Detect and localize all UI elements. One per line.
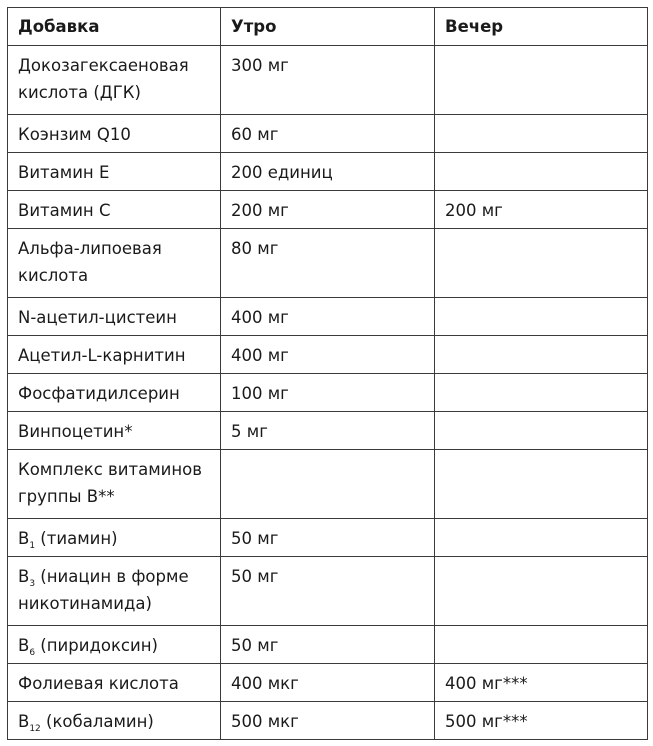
supplement-name: Винпоцетин* [8,412,221,450]
supplement-name: Комплекс витаминов группы B** [8,450,221,519]
vitamin-description: (ниацин в форме никотинамида) [18,567,189,613]
table-row [8,412,648,450]
evening-dose [435,298,648,336]
evening-dose [435,229,648,298]
header-supplement: Добавка [8,8,221,46]
supplement-name: Ацетил-L-карнитин [8,336,221,374]
table-row [8,115,648,153]
supplement-name: N-ацетил-цистеин [8,298,221,336]
morning-dose: 80 мг [221,229,435,298]
vitamin-letter: B [18,712,30,731]
morning-dose: 400 мг [221,298,435,336]
vitamin-subscript: 1 [29,541,36,551]
evening-dose [435,336,648,374]
table-row [8,229,648,298]
evening-dose [435,626,648,664]
evening-dose [435,450,648,519]
evening-dose [435,412,648,450]
supplement-table [7,7,648,740]
supplement-name: Фолиевая кислота [8,664,221,702]
morning-dose: 5 мг [221,412,435,450]
supplement-name [8,557,221,626]
header-morning: Утро [221,8,435,46]
evening-dose [435,153,648,191]
supplement-name: Фосфатидилсерин [8,374,221,412]
header-row [8,8,648,46]
table-row [8,557,648,626]
supplement-name: Витамин E [8,153,221,191]
supplement-name: Докозагексаеновая кислота (ДГК) [8,46,221,115]
supplement-name: Витамин C [8,191,221,229]
table-row [8,298,648,336]
vitamin-subscript: 12 [29,724,41,734]
table-row [8,664,648,702]
supplement-name [8,702,221,740]
morning-dose: 50 мг [221,519,435,557]
table-row [8,153,648,191]
supplement-name [8,519,221,557]
morning-dose [221,450,435,519]
morning-dose: 100 мг [221,374,435,412]
morning-dose: 60 мг [221,115,435,153]
vitamin-letter: B [18,567,30,586]
evening-dose: 500 мг*** [435,702,648,740]
vitamin-letter: B [18,529,30,548]
evening-dose: 200 мг [435,191,648,229]
morning-dose: 50 мг [221,557,435,626]
table-row [8,336,648,374]
vitamin-subscript: 3 [29,579,36,589]
supplement-name: Альфа-липоевая кислота [8,229,221,298]
vitamin-subscript: 6 [29,648,36,658]
morning-dose: 50 мг [221,626,435,664]
morning-dose: 400 мг [221,336,435,374]
morning-dose: 200 единиц [221,153,435,191]
morning-dose: 200 мг [221,191,435,229]
evening-dose [435,115,648,153]
table-row [8,450,648,519]
vitamin-description: (кобаламин) [40,712,154,731]
supplement-name [8,626,221,664]
header-evening: Вечер [435,8,648,46]
table-row [8,46,648,115]
table-row [8,374,648,412]
evening-dose: 400 мг*** [435,664,648,702]
evening-dose [435,519,648,557]
morning-dose: 300 мг [221,46,435,115]
evening-dose [435,374,648,412]
morning-dose: 500 мкг [221,702,435,740]
morning-dose: 400 мкг [221,664,435,702]
table-row [8,702,648,740]
table-row [8,519,648,557]
evening-dose [435,557,648,626]
supplement-name: Коэнзим Q10 [8,115,221,153]
table-row [8,191,648,229]
vitamin-description: (пиридоксин) [35,636,158,655]
vitamin-description: (тиамин) [35,529,118,548]
vitamin-letter: B [18,636,30,655]
evening-dose [435,46,648,115]
table-row [8,626,648,664]
